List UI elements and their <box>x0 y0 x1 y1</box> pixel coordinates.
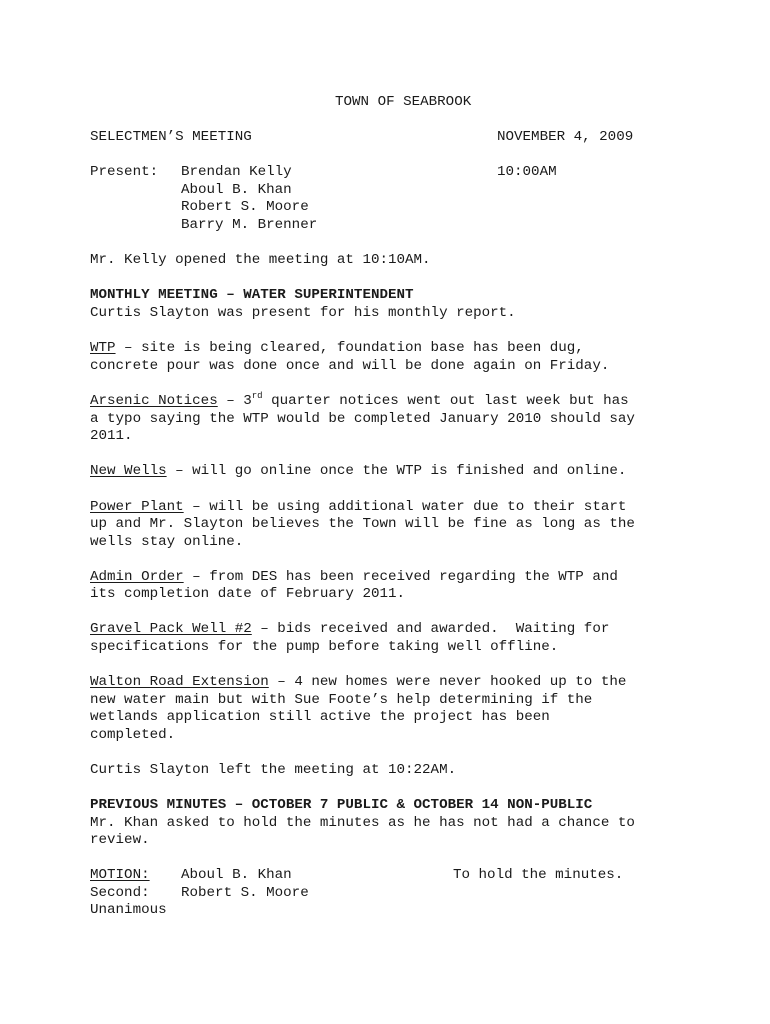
present-member: Brendan Kelly <box>181 164 292 180</box>
item-walton-road-line: wetlands application still active the project has been <box>90 709 550 725</box>
item-arsenic-line: a typo saying the WTP would be completed January 2010 should say <box>90 411 635 427</box>
item-term: Power Plant <box>90 499 184 515</box>
motion-label: MOTION: <box>90 867 150 883</box>
item-term: Arsenic Notices <box>90 393 218 409</box>
minutes-text: Mr. Khan asked to hold the minutes as he has not had a chance to <box>90 815 635 831</box>
vote-result: Unanimous <box>90 902 167 918</box>
item-wtp-line: concrete pour was done once and will be done again on Friday. <box>90 358 610 374</box>
item-walton-road: Walton Road Extension – 4 new homes were never hooked up to the <box>90 674 627 690</box>
item-power-plant: Power Plant – will be using additional water due to their start <box>90 499 627 515</box>
opening-statement: Mr. Kelly opened the meeting at 10:10AM. <box>90 252 431 268</box>
document-title: TOWN OF SEABROOK <box>335 94 472 110</box>
minutes-text: review. <box>90 832 150 848</box>
item-term: Walton Road Extension <box>90 674 269 690</box>
item-gravel-pack: Gravel Pack Well #2 – bids received and awarded. Waiting for <box>90 621 610 637</box>
present-member: Barry M. Brenner <box>181 217 318 233</box>
item-term: New Wells <box>90 463 167 479</box>
item-gravel-pack-line: specifications for the pump before taking well offline. <box>90 639 559 655</box>
second-label: Second: <box>90 885 150 901</box>
second-by: Robert S. Moore <box>181 885 309 901</box>
item-power-plant-line: wells stay online. <box>90 534 244 550</box>
item-power-plant-line: up and Mr. Slayton believes the Town will be fine as long as the <box>90 516 635 532</box>
item-wtp: WTP – site is being cleared, foundation base has been dug, <box>90 340 584 356</box>
section-heading-water: MONTHLY MEETING – WATER SUPERINTENDENT <box>90 287 414 303</box>
section-heading-minutes: PREVIOUS MINUTES – OCTOBER 7 PUBLIC & OCTOBER 14 NON-PUBLIC <box>90 797 593 813</box>
item-term: Gravel Pack Well #2 <box>90 621 252 637</box>
departure-statement: Curtis Slayton left the meeting at 10:22AM. <box>90 762 457 778</box>
present-member: Robert S. Moore <box>181 199 309 215</box>
item-admin-order-line: its completion date of February 2011. <box>90 586 406 602</box>
item-term: Admin Order <box>90 569 184 585</box>
present-member: Aboul B. Khan <box>181 182 292 198</box>
item-admin-order: Admin Order – from DES has been received regarding the WTP and <box>90 569 618 585</box>
motion-by: Aboul B. Khan <box>181 867 292 883</box>
item-new-wells: New Wells – will go online once the WTP is finished and online. <box>90 463 627 479</box>
water-intro: Curtis Slayton was present for his monthly report. <box>90 305 516 321</box>
meeting-name: SELECTMEN’S MEETING <box>90 129 252 145</box>
motion-text: To hold the minutes. <box>453 867 624 883</box>
item-walton-road-line: new water main but with Sue Foote’s help determining if the <box>90 692 593 708</box>
present-label: Present: <box>90 164 159 180</box>
item-arsenic: Arsenic Notices – 3rd quarter notices went out last week but has <box>90 391 629 409</box>
meeting-date: NOVEMBER 4, 2009 <box>497 129 634 145</box>
item-walton-road-line: completed. <box>90 727 176 743</box>
item-term: WTP <box>90 340 116 356</box>
meeting-time: 10:00AM <box>497 164 557 180</box>
item-arsenic-line: 2011. <box>90 428 133 444</box>
